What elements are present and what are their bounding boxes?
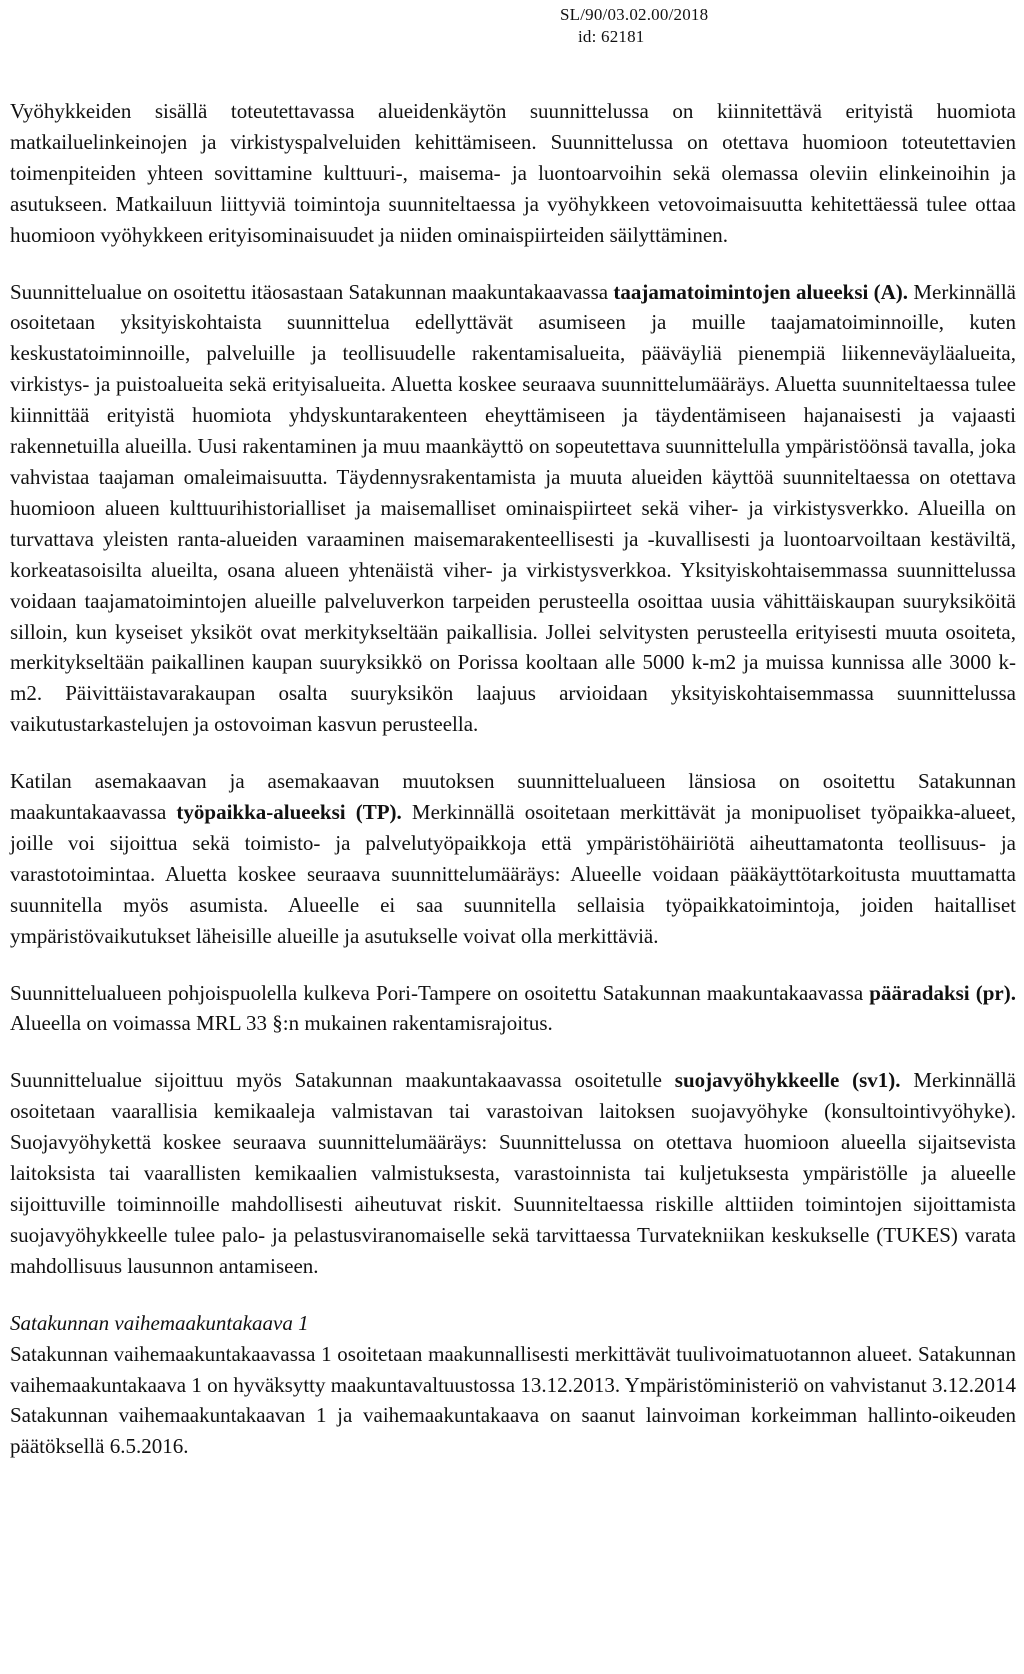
paragraph-urban-areas [10, 277, 1016, 741]
zoning-term-paarata: pääradaksi (pr). [869, 980, 1016, 1005]
paragraph-main-railway [10, 978, 1016, 1040]
paragraph-text: Merkinnällä osoitetaan merkittävät ja monipuoliset työpaikka-alueet, joille voi sijoittua sekä toimisto- ja palvelutyöpaikkoja että ympäristöhäiriötä aiheuttamatonta teollisuus- ja varastotoimintaa. Aluetta koskee seuraava suunnittelumääräys: Alueelle voidaan pääkäyttötarkoitusta muuttamatta suunnitella myös asumista. Alueelle ei saa suunnitella sellaisia työpaikkatoimintoja, joiden haitalliset ympäristövaikutukset läheisille alueille ja asutukselle voivat olla merkittäviä. [10, 800, 1016, 948]
zoning-term-taajamatoimintojen: taajamatoimintojen alueeksi (A). [613, 279, 909, 304]
paragraph-text: Suunnittelualue on osoitettu itäosastaan Satakunnan maakuntakaavassa [10, 279, 614, 304]
paragraph-text: Merkinnällä osoitetaan yksityiskohtaista suunnittelua edellyttävät asumiseen ja muille taajamatoiminnoille, kuten keskustatoiminnoille, palveluille ja teollisuudelle rakentamisalueita, pääväyliä pienempiä liikenneväyläalueita, virkistys- ja puistoalueita sekä erityisalueita. Aluetta koskee seuraava suunnittelumääräys. Aluetta suunniteltaessa tulee kiinnittää erityistä huomiota yhdyskuntarakenteen eheyttämiseen ja täydentämiseen hajanaisesti ja vajaasti rakennetuilla alueilla. Uusi rakentaminen ja muu maankäyttö on sopeutettava suunnittelulla ympäristöönsä tavalla, joka vahvistaa taajaman omaleimaisuutta. Täydennysrakentamista ja muuta alueiden käyttöä suunniteltaessa on otettava huomioon alueen kulttuurihistorialliset ja maisemalliset ominaispiirteet sekä viher- ja virkistysverkko. Alueilla on turvattava yleisten ranta-alueiden varaaminen maisemarakenteellisesti ja -kuvallisesti ja luontoarvoiltaan kestäviltä, korkeatasoisilta alueilta, osana alueen yhtenäistä viher- ja virkistysverkkoa. Yksityiskohtaisemmassa suunnittelussa voidaan taajamatoimintojen alueille palveluverkon tarpeiden perusteella osoittaa uusia vähittäiskaupan suuryksiköitä silloin, kun kyseiset yksiköt ovat merkitykseltään paikallisia. Jollei selvitysten perusteella erityisesti muuta osoiteta, merkitykseltään paikallinen kaupan suuryksikkö on Porissa kooltaan alle 5000 k-m2 ja muissa kunnissa alle 3000 k-m2. Päivittäistavarakaupan osalta suuryksikön laajuus arvioidaan yksityiskohtaisemmassa suunnittelussa vaikutustarkastelujen ja ostovoiman kasvun perusteella. [10, 279, 1017, 737]
paragraph-text: Katilan asemakaavan ja asemakaavan muutoksen suunnittelualueen länsiosa on osoitettu Satakunnan maakuntakaavassa [10, 769, 1016, 825]
paragraph-text: Merkinnällä osoitetaan vaarallisia kemikaaleja valmistavan tai varastoivan laitoksen suojavyöhyke (konsultointivyöhyke). Suojavyöhykettä koskee seuraava suunnittelumääräys: Suunnittelussa on otettava huomioon alueella sijaitsevista laitoksista tai vaarallisten kemikaalien valmistuksesta, varastoinnista tai kuljetuksesta ympäristölle ja alueelle sijoittuville toiminnoille mahdollisesti aiheutuvat riskit. Suunniteltaessa riskille alttiiden toimintojen sijoittamista suojavyöhykkeelle tulee palo- ja pelastusviranomaiselle sekä tarvittaessa Turvatekniikan keskukselle (TUKES) varata mahdollisuus lausunnon antamiseen. [10, 1068, 1016, 1278]
paragraph-protection-zone [10, 1065, 1016, 1281]
paragraph-text: Suunnittelualueen pohjoispuolella kulkeva Pori-Tampere on osoitettu Satakunnan maakuntakaavassa [10, 980, 870, 1005]
paragraph-wind-power: Satakunnan vaihemaakuntakaavassa 1 osoitetaan maakunnallisesti merkittävät tuulivoimatuotannon alueet. Satakunnan vaihemaakuntakaava 1 on hyväksytty maakuntavaltuustossa 13.12.2013. Ympäristöministeriö on vahvistanut 3.12.2014 Satakunnan vaihemaakuntakaavan 1 ja vaihemaakuntakaava on saanut lainvoiman korkeimman hallinto-oikeuden päätöksellä 6.5.2016. [10, 1341, 1016, 1459]
document-id: id: 62181 [578, 27, 645, 46]
document-body [10, 96, 1016, 1488]
paragraph-workplace-areas [10, 766, 1016, 951]
zoning-term-suojavyohyke: suojavyöhykkeelle (sv1). [674, 1068, 901, 1093]
paragraph-text: Suunnittelualue sijoittuu myös Satakunnan maakuntakaavassa osoitetulle [10, 1068, 675, 1093]
document-header [560, 4, 708, 48]
section-subheading: Satakunnan vaihemaakuntakaava 1 [10, 1310, 309, 1335]
zoning-term-tyopaikka: työpaikka-alueeksi (TP). [176, 800, 402, 825]
document-reference: SL/90/03.02.00/2018 [560, 5, 709, 24]
paragraph-text: Alueella on voimassa MRL 33 §:n mukainen rakentamisrajoitus. [10, 1011, 553, 1036]
paragraph-tourism-zones: Vyöhykkeiden sisällä toteutettavassa alueidenkäytön suunnittelussa on kiinnitettävä erityistä huomiota matkailuelinkeinojen ja virkistyspalveluiden kehittämiseen. Suunnittelussa on otettava huomioon toteutettavien toimenpiteiden yhteen sovittamine kulttuuri-, maisema- ja luontoarvoihin sekä olemassa oleviin elinkeinoihin ja asutukseen. Matkailuun liittyviä toimintoja suunniteltaessa ja vyöhykkeen vetovoimaisuutta kehitettäessä tulee ottaa huomioon vyöhykkeen erityisominaisuudet ja niiden ominaispiirteiden säilyttäminen. [10, 99, 1016, 247]
